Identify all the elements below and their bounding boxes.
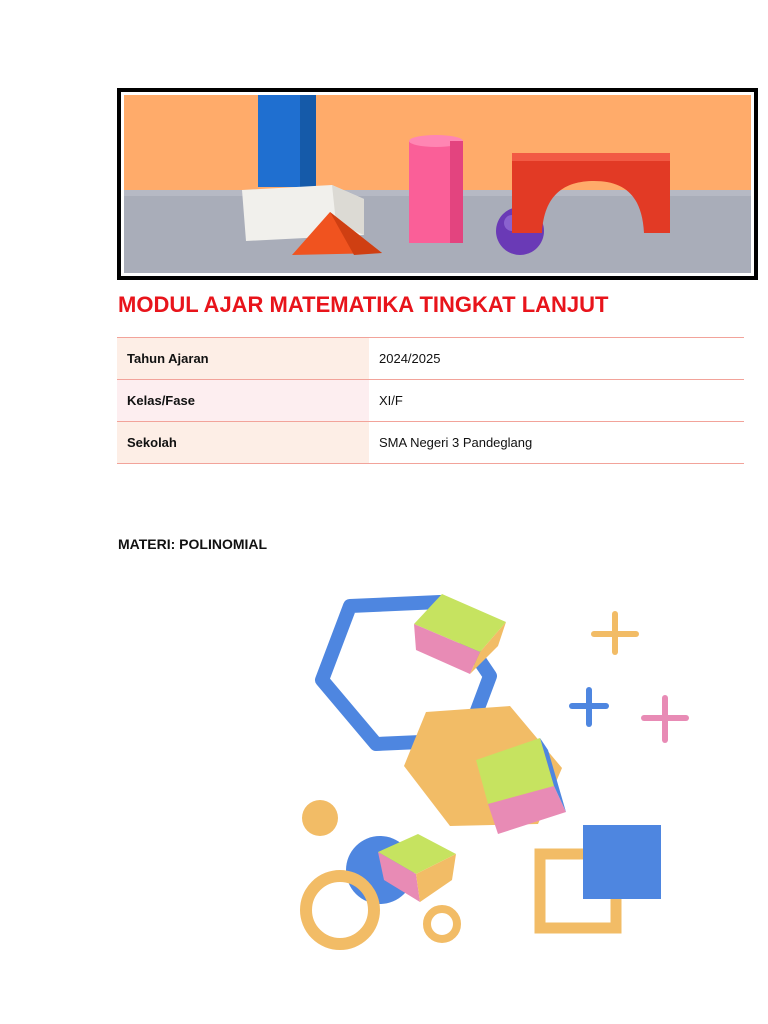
plus-icon	[594, 614, 636, 652]
row-label-tahun-ajaran: Tahun Ajaran	[117, 338, 369, 380]
row-value-sekolah: SMA Negeri 3 Pandeglang	[369, 422, 744, 464]
document-title: MODUL AJAR MATEMATIKA TINGKAT LANJUT	[118, 292, 609, 317]
circle-outline	[427, 909, 457, 939]
table-row	[117, 380, 744, 422]
banner-photo-blocks	[124, 95, 751, 273]
subject-heading: MATERI: POLINOMIAL	[118, 536, 268, 552]
banner-frame	[117, 88, 758, 280]
row-label-kelas-fase: Kelas/Fase	[117, 380, 369, 422]
banner-inner-border	[121, 92, 754, 276]
table-row	[117, 338, 744, 380]
row-value-tahun-ajaran: 2024/2025	[369, 338, 744, 380]
info-table	[117, 337, 744, 464]
row-value-kelas-fase: XI/F	[369, 380, 744, 422]
geometric-illustration	[290, 580, 710, 960]
circle-dot	[302, 800, 338, 836]
table-row	[117, 422, 744, 464]
plus-icon	[572, 690, 606, 724]
row-label-sekolah: Sekolah	[117, 422, 369, 464]
plus-icon	[644, 698, 686, 740]
circle-outline	[306, 876, 374, 944]
square-solid	[583, 825, 661, 899]
